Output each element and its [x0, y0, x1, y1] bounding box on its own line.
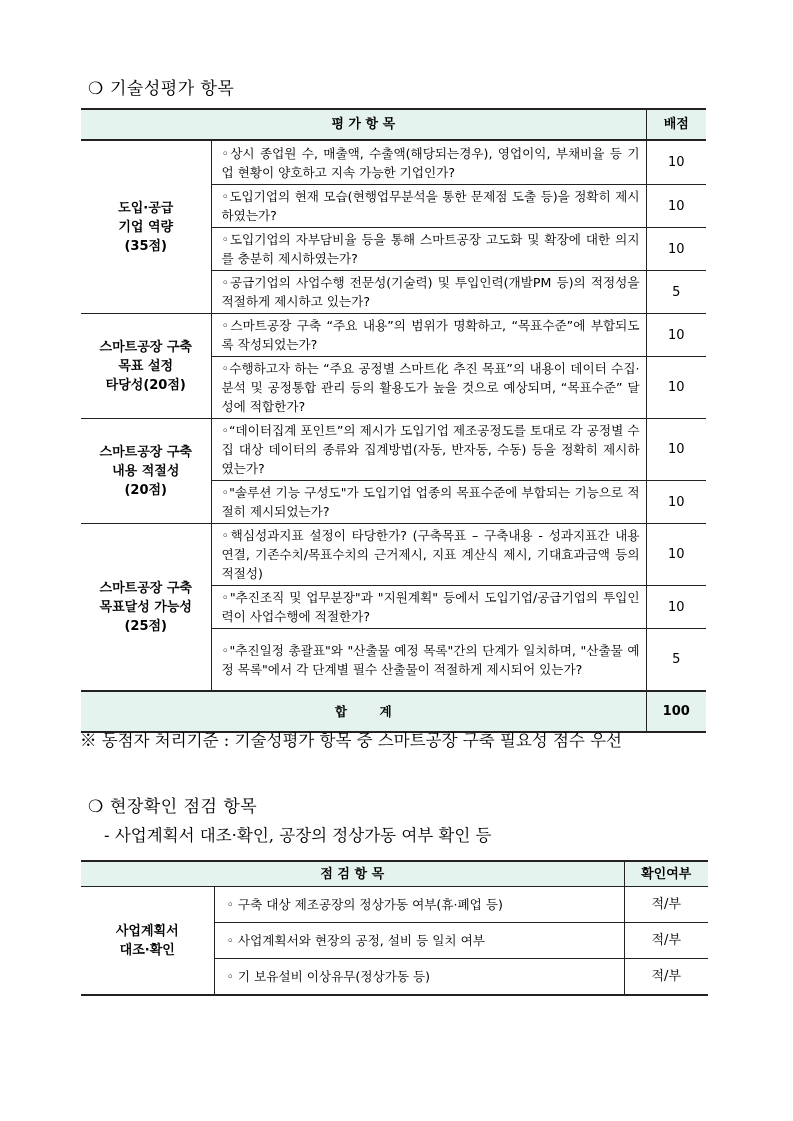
total-row: [81, 691, 706, 732]
site-check-table: [81, 860, 708, 996]
item-score: 10: [646, 524, 706, 586]
total-label: 합 계: [81, 691, 646, 732]
item-score: 10: [646, 586, 706, 629]
category-line: 도입·공급: [118, 200, 174, 216]
section-heading-tech-eval: [88, 74, 234, 99]
item-text: ◦공급기업의 사업수행 전문성(기술력) 및 투입인력(개발PM 등)의 적정성을 적절하게 제시하고 있는가?: [211, 271, 646, 314]
category-cell: [81, 419, 211, 524]
category-cell: [81, 140, 211, 314]
category-cell: [81, 314, 211, 419]
category-line: 스마트공장 구축: [99, 444, 192, 460]
section-title: 기술성평가 항목: [110, 79, 235, 99]
section-heading-site-check: [88, 792, 257, 817]
item-text: ◦핵심성과지표 설정이 타당한가? (구축목표 – 구축내용 - 성과지표간 내용 연결, 기존수치/목표수치의 근거제시, 지표 계산식 제시, 기대효과금액 등의 적절성): [211, 524, 646, 586]
item-text: ◦"추진조직 및 업무분장"과 "지원계획" 등에서 도입기업/공급기업의 투입인력이 사업수행에 적절한가?: [211, 586, 646, 629]
category-line: (20점): [124, 482, 168, 498]
header-items: 점 검 항 목: [81, 861, 624, 887]
item-text: ◦상시 종업원 수, 매출액, 수출액(해당되는경우), 영업이익, 부채비율 등 기업 현황이 양호하고 지속 가능한 기업인가?: [211, 140, 646, 185]
category-line: 목표 설정: [118, 358, 174, 374]
item-score: 10: [646, 357, 706, 419]
item-score: 10: [646, 140, 706, 185]
category-line: 목표달성 가능성: [99, 599, 192, 615]
tiebreak-note: ※ 동점자 처리기준 : 기술성평가 항목 중 스마트공장 구축 필요성 점수 우선: [80, 731, 622, 750]
item-score: 5: [646, 629, 706, 692]
table-row: [81, 140, 706, 185]
header-check: 확인여부: [624, 861, 708, 887]
item-score: 10: [646, 481, 706, 524]
item-text: ◦ 사업계획서와 현장의 공정, 설비 등 일치 여부: [214, 923, 624, 959]
item-text: ◦ 구축 대상 제조공장의 정상가동 여부(휴·폐업 등): [214, 887, 624, 923]
table-row: [81, 314, 706, 357]
item-check: 적/부: [624, 959, 708, 996]
table-header-row: [81, 861, 708, 887]
category-line: (25점): [124, 618, 168, 634]
category-line: 스마트공장 구축: [99, 339, 192, 355]
item-text: ◦“데이터집계 포인트”의 제시가 도입기업 제조공정도를 토대로 각 공정별 수집 대상 데이터의 종류와 집계방법(자동, 반자동, 수동) 등을 정확히 제시하였는가?: [211, 419, 646, 481]
item-text: ◦"추진일정 총괄표"와 "산출물 예정 목록"간의 단계가 일치하며, "산출물 예정 목록"에서 각 단계별 필수 산출물이 적절하게 제시되어 있는가?: [211, 629, 646, 692]
item-score: 10: [646, 314, 706, 357]
header-items: 평 가 항 목: [81, 109, 646, 140]
category-cell: [81, 524, 211, 692]
item-score: 10: [646, 228, 706, 271]
table-header-row: [81, 109, 706, 140]
circle-bullet-icon: ❍: [88, 79, 104, 99]
item-text: ◦도입기업의 현재 모습(현행업무분석을 통한 문제점 도출 등)을 정확히 제시하였는가?: [211, 185, 646, 228]
table-row: [81, 419, 706, 481]
item-score: 10: [646, 185, 706, 228]
section-subtitle: - 사업계획서 대조·확인, 공장의 정상가동 여부 확인 등: [104, 826, 492, 845]
category-line: 내용 적절성: [112, 463, 180, 479]
item-text: ◦ 기 보유설비 이상유무(정상가동 등): [214, 959, 624, 996]
section-title: 현장확인 점검 항목: [110, 797, 258, 817]
table-row: [81, 524, 706, 586]
item-text: ◦"솔루션 기능 구성도"가 도입기업 업종의 목표수준에 부합되는 기능으로 적절히 제시되었는가?: [211, 481, 646, 524]
tech-eval-table: [81, 108, 706, 733]
header-score: 배점: [646, 109, 706, 140]
category-cell: [81, 887, 214, 996]
category-line: 기업 역량: [118, 219, 174, 235]
category-line: 사업계획서: [115, 923, 179, 939]
total-score: 100: [646, 691, 706, 732]
category-line: 스마트공장 구축: [99, 580, 192, 596]
category-line: 대조·확인: [119, 942, 175, 958]
category-line: (35점): [124, 238, 168, 254]
circle-bullet-icon: ❍: [88, 797, 104, 817]
item-score: 10: [646, 419, 706, 481]
item-text: ◦수행하고자 하는 “주요 공정별 스마트化 추진 목표”의 내용이 데이터 수집·분석 및 공정통합 관리 등의 활용도가 높을 것으로 예상되며, “목표수준” 달성에 적합한가?: [211, 357, 646, 419]
item-text: ◦도입기업의 자부담비율 등을 통해 스마트공장 고도화 및 확장에 대한 의지를 충분히 제시하였는가?: [211, 228, 646, 271]
category-line: 타당성(20점): [105, 377, 186, 393]
item-score: 5: [646, 271, 706, 314]
item-check: 적/부: [624, 923, 708, 959]
item-text: ◦스마트공장 구축 “주요 내용”의 범위가 명확하고, “목표수준”에 부합되도록 작성되었는가?: [211, 314, 646, 357]
item-check: 적/부: [624, 887, 708, 923]
table-row: [81, 887, 708, 923]
